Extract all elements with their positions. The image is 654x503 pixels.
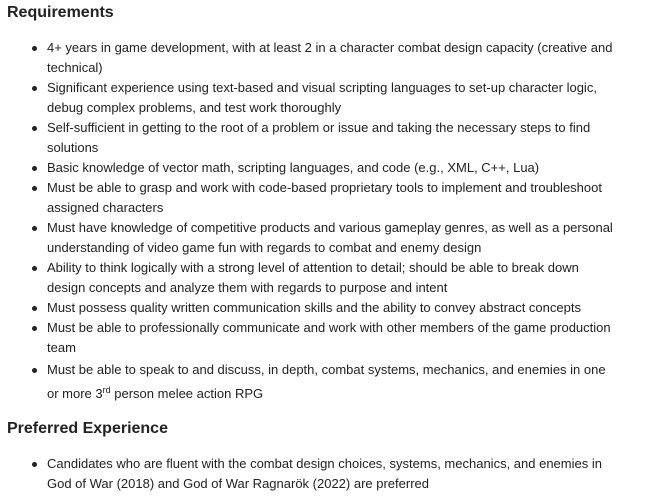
preferred-experience-heading: Preferred Experience	[7, 420, 168, 437]
list-item: Ability to think logically with a strong level of attention to detail; should be able to break down design concepts and analyze them with regards to purpose and intent	[27, 258, 617, 298]
list-item: Self-sufficient in getting to the root of a problem or issue and taking the necessary steps to find solutions	[27, 118, 617, 158]
list-item	[27, 358, 617, 406]
preferred-experience-list	[27, 454, 617, 494]
list-item-text-after: person melee action RPG	[110, 386, 264, 401]
list-item: Must be able to professionally communicate and work with other members of the game production team	[27, 318, 617, 358]
list-item-text-before: Must be able to speak to and discuss, in depth, combat systems, mechanics, and enemies in one or more 3	[47, 362, 606, 401]
requirements-list	[27, 38, 617, 406]
list-item: Must have knowledge of competitive products and various gameplay genres, as well as a personal understanding of video game fun with regards to combat and enemy design	[27, 218, 617, 258]
list-item: Must possess quality written communication skills and the ability to convey abstract concepts	[27, 298, 617, 318]
list-item: Significant experience using text-based and visual scripting languages to set-up character logic, debug complex problems, and test work thoroughly	[27, 78, 617, 118]
ordinal-superscript: rd	[102, 385, 111, 395]
list-item: Candidates who are fluent with the combat design choices, systems, mechanics, and enemies in God of War (2018) and God of War Ragnarök (2022) are preferred	[27, 454, 617, 494]
requirements-heading: Requirements	[7, 4, 114, 21]
list-item: Basic knowledge of vector math, scripting languages, and code (e.g., XML, C++, Lua)	[27, 158, 617, 178]
list-item: Must be able to grasp and work with code-based proprietary tools to implement and troubleshoot assigned characters	[27, 178, 617, 218]
list-item: 4+ years in game development, with at least 2 in a character combat design capacity (creative and technical)	[27, 38, 617, 78]
